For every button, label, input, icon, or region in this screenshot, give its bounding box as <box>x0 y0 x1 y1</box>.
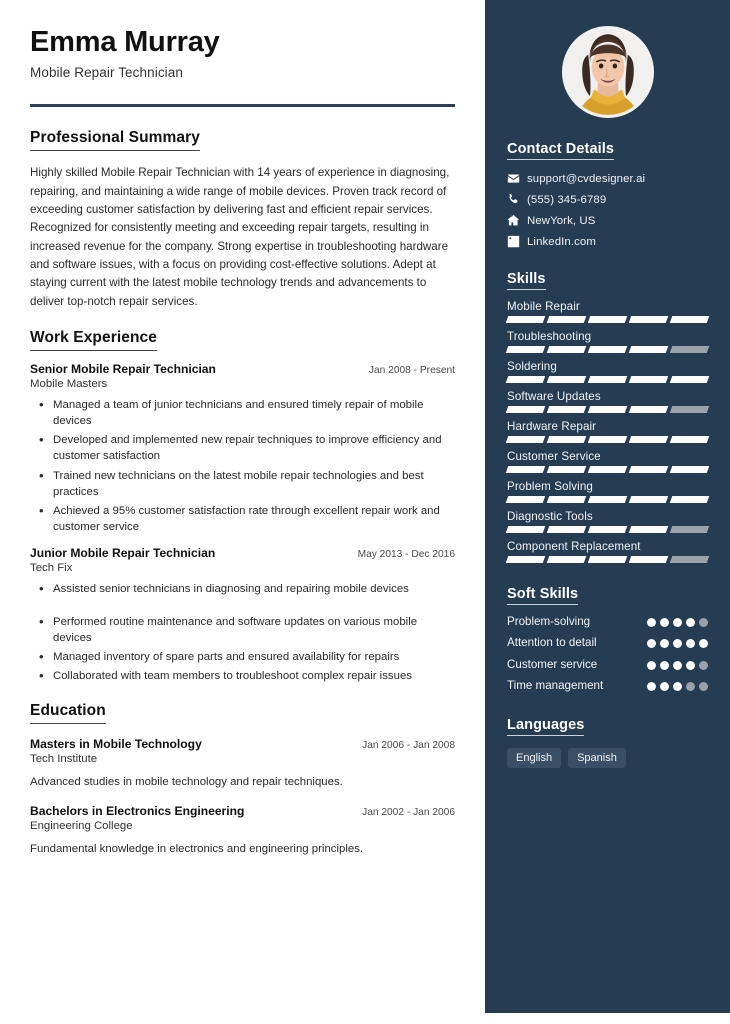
skill-name: Problem Solving <box>507 480 593 493</box>
skill-bar-segment <box>629 556 669 563</box>
education-heading: Education <box>30 702 106 724</box>
education-date: Jan 2006 - Jan 2008 <box>362 740 455 752</box>
phone-icon <box>507 193 527 206</box>
skill-bar-segment <box>670 406 710 413</box>
rating-dot <box>699 661 708 670</box>
work-experience-section <box>30 329 455 684</box>
soft-skill-item <box>507 658 708 672</box>
skill-name: Software Updates <box>507 390 601 403</box>
avatar-portrait-icon <box>565 29 651 115</box>
skills-heading: Skills <box>507 271 546 290</box>
rating-dot <box>647 618 656 627</box>
education-description: Advanced studies in mobile technology and repair techniques. <box>30 776 343 789</box>
soft-skill-name: Customer service <box>507 657 598 671</box>
rating-dot <box>647 661 656 670</box>
skill-level-bar <box>507 466 708 473</box>
skill-name: Troubleshooting <box>507 330 592 343</box>
work-entry-bullets <box>30 397 455 536</box>
skill-name: Soldering <box>507 360 557 373</box>
skill-list <box>507 300 708 563</box>
education-entry <box>30 737 455 791</box>
header-block <box>30 26 455 107</box>
skill-bar-segment <box>547 376 587 383</box>
contact-row[interactable] <box>507 214 708 227</box>
skill-bar-segment <box>670 346 710 353</box>
rating-dot <box>647 682 656 691</box>
work-bullet-item: • Assisted senior technicians in diagnosing and repairing mobile devices <box>51 581 455 597</box>
work-entry-title: Senior Mobile Repair Technician <box>30 361 216 376</box>
skill-item <box>507 450 708 473</box>
rating-dot <box>686 682 695 691</box>
soft-skill-name: Attention to detail <box>507 636 597 650</box>
education-entry-list <box>30 737 455 857</box>
skill-bar-segment <box>547 466 587 473</box>
work-entry-date: May 2013 - Dec 2016 <box>357 549 455 561</box>
skill-name: Mobile Repair <box>507 300 580 313</box>
skill-item <box>507 480 708 503</box>
skill-bar-segment <box>547 316 587 323</box>
rating-dot <box>686 639 695 648</box>
work-entry-company: Mobile Masters <box>30 377 108 390</box>
skill-bar-segment <box>506 556 546 563</box>
soft-skill-rating-dots <box>647 636 708 648</box>
skill-bar-segment <box>629 526 669 533</box>
skill-bar-segment <box>506 466 546 473</box>
soft-skill-name: Problem-solving <box>507 615 591 628</box>
soft-skill-name: Time management <box>507 679 604 693</box>
skill-bar-segment <box>588 466 628 473</box>
skill-bar-segment <box>588 346 628 353</box>
skill-level-bar <box>507 496 708 503</box>
rating-dot <box>699 682 708 691</box>
skill-bar-segment <box>588 526 628 533</box>
skill-name: Customer Service <box>507 450 601 463</box>
skill-bar-segment <box>670 556 710 563</box>
work-entry-title: Junior Mobile Repair Technician <box>30 546 216 561</box>
rating-dot <box>673 618 682 627</box>
skill-bar-segment <box>629 406 669 413</box>
work-entry-bullets <box>30 581 455 684</box>
skill-level-bar <box>507 406 708 413</box>
skill-bar-segment <box>547 436 587 443</box>
summary-text: Highly skilled Mobile Repair Technician with 14 years of experience in diagnosing, repairing, and maintaining a wide range of mobile devices. Proven track record of exceeding customer satisfaction by delivering fast and efficient repair services. Recognized for consistently meeting and exceeding repair targets, resulting in increased revenue for the company. Strong expertise in troubleshooting hardware and software issues, with a focus on providing cost-effective solutions. Adept at staying current with the latest mobile technology trends and advancements to deliver top-notch repair services. <box>30 166 450 308</box>
contact-details-section <box>507 140 708 248</box>
skill-bar-segment <box>629 316 669 323</box>
skill-bar-segment <box>629 496 669 503</box>
rating-dot <box>699 639 708 648</box>
contact-text: support@cvdesigner.ai <box>527 172 646 185</box>
avatar-wrapper <box>507 0 708 118</box>
skill-bar-segment <box>629 466 669 473</box>
education-degree: Bachelors in Electronics Engineering <box>30 803 245 818</box>
education-description: Fundamental knowledge in electronics and engineering principles. <box>30 842 364 855</box>
work-experience-heading: Work Experience <box>30 329 157 351</box>
skill-bar-segment <box>506 346 546 353</box>
rating-dot <box>673 639 682 648</box>
skill-bar-segment <box>588 436 628 443</box>
work-bullet-item: • Managed a team of junior technicians and ensured timely repair of mobile devices <box>51 397 455 429</box>
languages-section <box>507 716 708 768</box>
rating-dot <box>660 618 669 627</box>
soft-skill-rating-dots <box>647 615 708 627</box>
education-section <box>30 702 455 857</box>
avatar <box>562 26 654 118</box>
education-degree: Masters in Mobile Technology <box>30 737 202 752</box>
rating-dot <box>673 682 682 691</box>
skill-bar-segment <box>547 526 587 533</box>
candidate-job-title: Mobile Repair Technician <box>30 65 183 81</box>
soft-skills-section <box>507 585 708 694</box>
skill-bar-segment <box>588 316 628 323</box>
work-bullet-item: • Managed inventory of spare parts and ensured availability for repairs <box>51 649 455 665</box>
work-entry <box>30 362 455 536</box>
work-entry <box>30 546 455 684</box>
linkedin-icon <box>507 235 527 248</box>
work-entry-date: Jan 2008 - Present <box>368 364 455 376</box>
skill-bar-segment <box>670 466 710 473</box>
skill-bar-segment <box>506 316 546 323</box>
skill-bar-segment <box>547 556 587 563</box>
envelope-icon <box>507 172 527 185</box>
language-chip: Spanish <box>568 748 626 768</box>
skill-item <box>507 390 708 413</box>
contact-text: LinkedIn.com <box>527 235 596 248</box>
candidate-name: Emma Murray <box>30 26 220 58</box>
skill-bar-segment <box>588 376 628 383</box>
skill-bar-segment <box>670 526 710 533</box>
contact-text: NewYork, US <box>527 214 596 227</box>
skill-name: Diagnostic Tools <box>507 510 593 523</box>
soft-skill-rating-dots <box>647 658 708 670</box>
skill-bar-segment <box>629 376 669 383</box>
skill-item <box>507 360 708 383</box>
education-date: Jan 2002 - Jan 2006 <box>362 806 455 818</box>
work-bullet-item: • Achieved a 95% customer satisfaction rate through excellent repair work and customer service <box>51 503 455 535</box>
contact-text: (555) 345-6789 <box>527 193 607 206</box>
skill-level-bar <box>507 316 708 323</box>
skill-name: Hardware Repair <box>507 420 597 433</box>
language-chip: English <box>507 748 561 768</box>
soft-skill-item <box>507 679 708 693</box>
skill-bar-segment <box>588 496 628 503</box>
skill-bar-segment <box>670 316 710 323</box>
rating-dot <box>686 618 695 627</box>
header-divider <box>30 104 455 107</box>
soft-skill-list <box>507 615 708 694</box>
skill-item <box>507 330 708 353</box>
contact-row[interactable] <box>507 235 708 248</box>
skills-section <box>507 270 708 563</box>
skill-bar-segment <box>670 496 710 503</box>
skill-level-bar <box>507 346 708 353</box>
skill-bar-segment <box>506 526 546 533</box>
work-bullet-item: • Trained new technicians on the latest mobile repair technologies and best practices <box>51 468 455 500</box>
contact-row[interactable] <box>507 172 708 185</box>
work-bullet-item: • Collaborated with team members to troubleshoot complex repair issues <box>51 668 455 684</box>
contact-details-heading: Contact Details <box>507 141 614 160</box>
skill-bar-segment <box>670 376 710 383</box>
skill-level-bar <box>507 556 708 563</box>
home-icon <box>507 214 527 227</box>
skill-item <box>507 300 708 323</box>
contact-row[interactable] <box>507 193 708 206</box>
summary-heading: Professional Summary <box>30 129 200 151</box>
work-bullet-item: • Performed routine maintenance and software updates on various mobile devices <box>51 614 455 646</box>
skill-bar-segment <box>629 346 669 353</box>
skill-level-bar <box>507 526 708 533</box>
education-school: Engineering College <box>30 819 133 832</box>
contact-list <box>507 172 708 248</box>
rating-dot <box>660 661 669 670</box>
skill-name: Component Replacement <box>507 540 641 553</box>
skill-item <box>507 420 708 443</box>
skill-bar-segment <box>506 406 546 413</box>
work-entry-header <box>30 362 455 376</box>
skill-bar-segment <box>506 376 546 383</box>
rating-dot <box>673 661 682 670</box>
skill-item <box>507 540 708 563</box>
skill-bar-segment <box>588 556 628 563</box>
soft-skill-rating-dots <box>647 679 708 691</box>
education-entry-header <box>30 737 455 751</box>
rating-dot <box>660 639 669 648</box>
languages-heading: Languages <box>507 717 584 736</box>
rating-dot <box>660 682 669 691</box>
education-school: Tech Institute <box>30 753 98 766</box>
skill-bar-segment <box>547 346 587 353</box>
language-list <box>507 748 708 768</box>
work-bullet-item: • Developed and implemented new repair techniques to improve efficiency and customer satisfaction <box>51 432 455 464</box>
skill-level-bar <box>507 436 708 443</box>
skill-bar-segment <box>547 496 587 503</box>
soft-skill-item <box>507 615 708 629</box>
sidebar-column <box>485 0 730 1013</box>
soft-skill-item <box>507 636 708 650</box>
skill-level-bar <box>507 376 708 383</box>
rating-dot <box>686 661 695 670</box>
skill-bar-segment <box>670 436 710 443</box>
work-entry-company: Tech Fix <box>30 562 73 575</box>
skill-bar-segment <box>547 406 587 413</box>
professional-summary-section <box>30 129 455 311</box>
skill-item <box>507 510 708 533</box>
skill-bar-segment <box>506 496 546 503</box>
rating-dot <box>699 618 708 627</box>
education-entry-header <box>30 804 455 818</box>
rating-dot <box>647 639 656 648</box>
work-entry-list <box>30 362 455 684</box>
skill-bar-segment <box>506 436 546 443</box>
soft-skills-heading: Soft Skills <box>507 586 578 605</box>
education-entry <box>30 804 455 858</box>
skill-bar-segment <box>588 406 628 413</box>
skill-bar-segment <box>629 436 669 443</box>
work-entry-header <box>30 546 455 560</box>
